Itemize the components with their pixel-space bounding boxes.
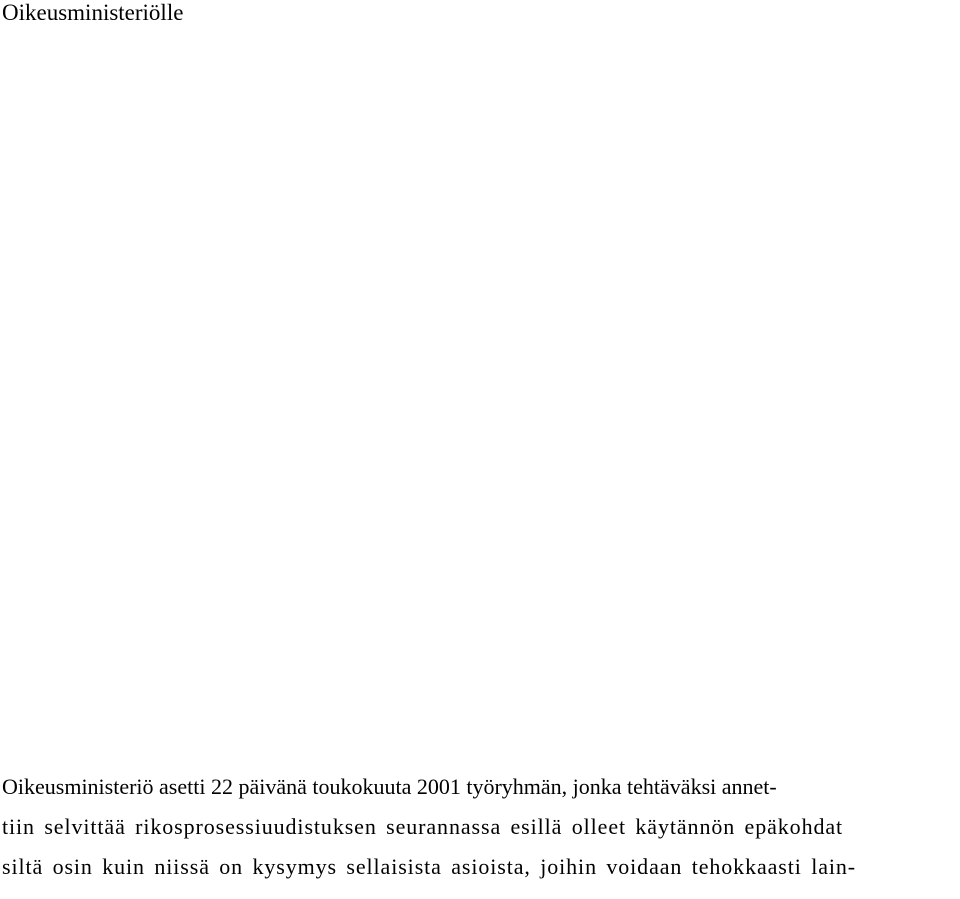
paragraph-line-1: Oikeusministeriö asetti 22 päivänä toukokuuta 2001 työryhmän, jonka tehtäväksi annet- [2,774,777,799]
paragraph-line-2: tiin selvittää rikosprosessiuudistuksen seurannassa esillä olleet käytännön epäkohdat [2,814,844,839]
addressee-heading: Oikeusministeriölle [2,0,184,25]
body-paragraph [2,771,952,891]
paragraph-line-3: siltä osin kuin niissä on kysymys sellaisista asioista, joihin voidaan tehokkaasti lain- [2,854,857,879]
